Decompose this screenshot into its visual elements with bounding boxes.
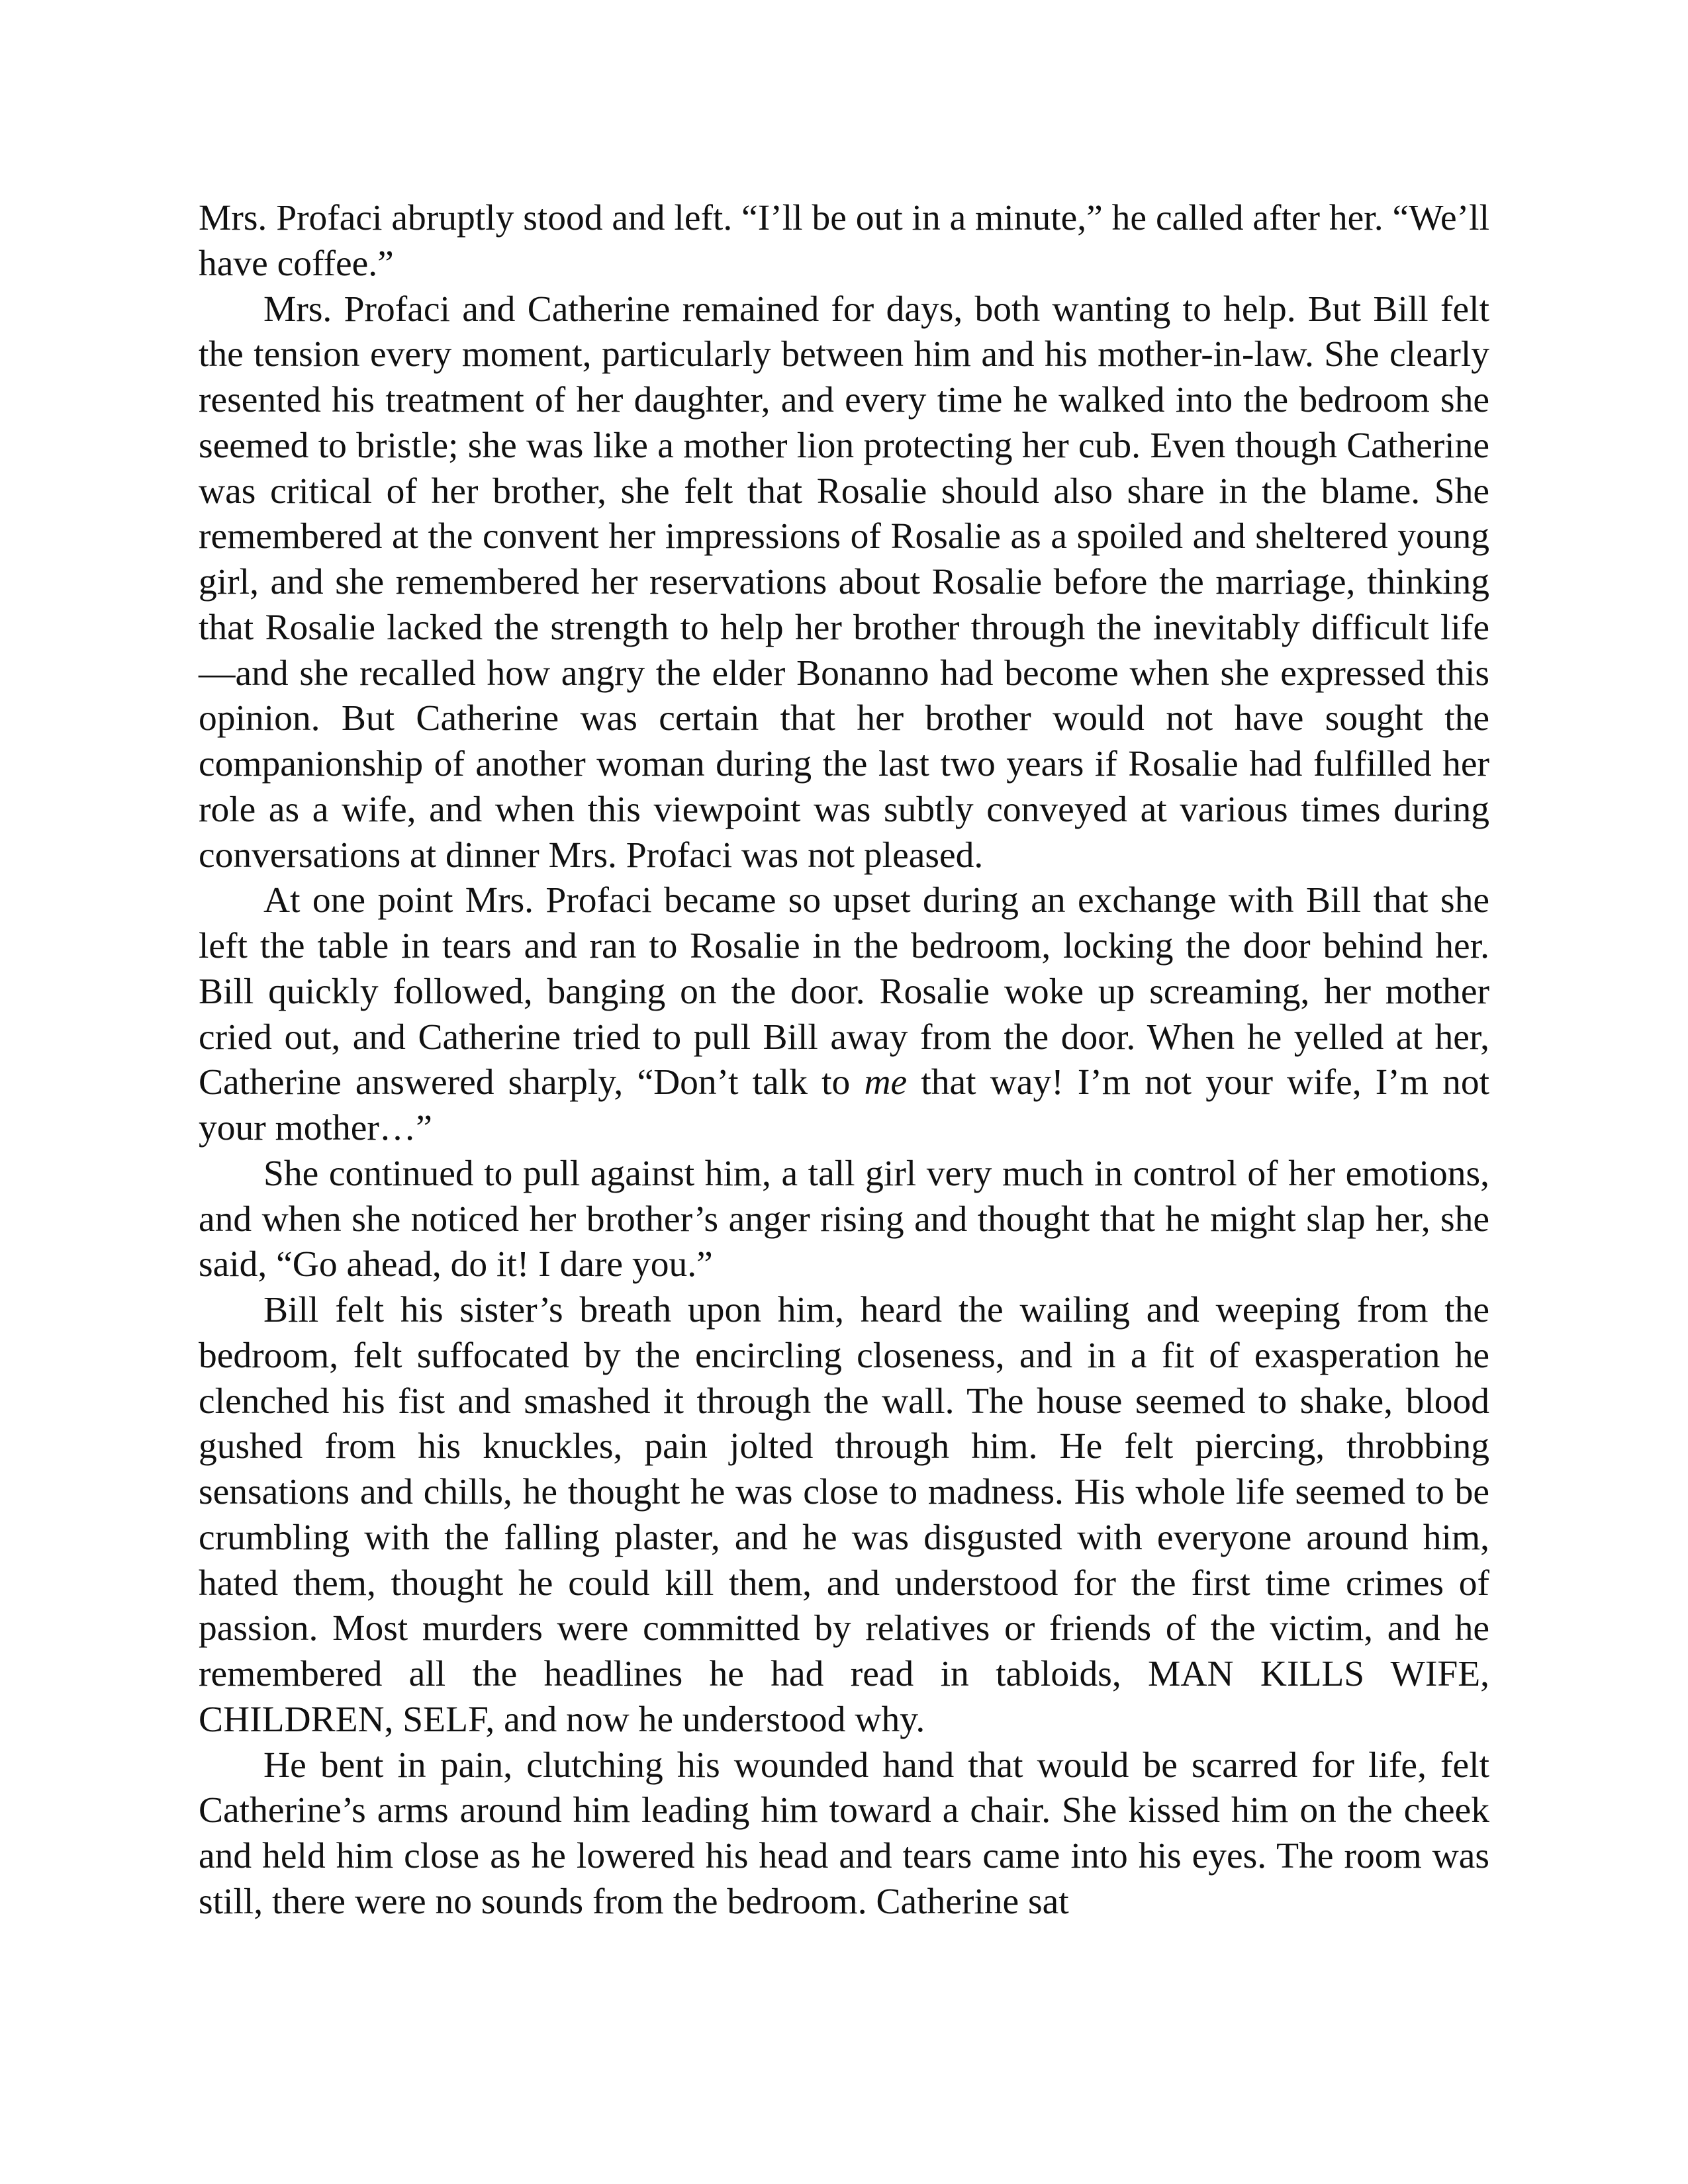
paragraph	[199, 1743, 1489, 1925]
emphasis-text: me	[864, 1062, 908, 1103]
text-run: that way! I’m not your wife, I’m not your mother…”	[199, 1062, 1489, 1148]
text-run: Mrs. Profaci abruptly stood and left. “I’ll be out in a minute,” he called after her. “We’ll have coffee.”	[199, 198, 1489, 284]
text-run: She continued to pull against him, a tall girl very much in control of her emotions, and when she noticed her brother’s anger rising and thought that he might slap her, she said, “Go ahead, do it! I dare you.”	[199, 1153, 1489, 1285]
paragraph	[199, 196, 1489, 287]
paragraph	[199, 878, 1489, 1152]
text-run: Mrs. Profaci and Catherine remained for days, both wanting to help. But Bill felt the tension every moment, particularly between him and his mother-in-law. She clearly resented his treatment of her daughter, and every time he walked into the bedroom she seemed to bristle; she was like a mother lion protecting her cub. Even though Catherine was critical of her brother, she felt that Rosalie should also share in the blame. She remembered at the convent her impressions of Rosalie as a spoiled and sheltered young girl, and she remembered her reservations about Rosalie before the marriage, thinking that Rosalie lacked the strength to help her brother through the inevitably difficult life—and she recalled how angry the elder Bonanno had become when she expressed this opinion. But Catherine was certain that her brother would not have sought the companionship of another woman during the last two years if Rosalie had fulfilled her role as a wife, and when this viewpoint was subtly conveyed at various times during conversations at dinner Mrs. Profaci was not pleased.	[199, 289, 1489, 876]
paragraph	[199, 1152, 1489, 1288]
text-run: Bill felt his sister’s breath upon him, heard the wailing and weeping from the bedroom, felt suffocated by the encircling closeness, and in a fit of exasperation he clenched his fist and smashed it through the wall. The house seemed to shake, blood gushed from his knuckles, pain jolted through him. He felt piercing, throbbing sensations and chills, he thought he was close to madness. His whole life seemed to be crumbling with the falling plaster, and he was disgusted with everyone around him, hated them, thought he could kill them, and understood for the first time crimes of passion. Most murders were committed by relatives or friends of the victim, and he remembered all the headlines he had read in tabloids, MAN KILLS WIFE, CHILDREN, SELF, and now he understood why.	[199, 1290, 1489, 1740]
text-run: At one point Mrs. Profaci became so upset during an exchange with Bill that she left the table in tears and ran to Rosalie in the bedroom, locking the door behind her. Bill quickly followed, banging on the door. Rosalie woke up screaming, her mother cried out, and Catherine tried to pull Bill away from the door. When he yelled at her, Catherine answered sharply, “Don’t talk to	[199, 880, 1489, 1103]
body-text	[199, 196, 1489, 1925]
paragraph	[199, 287, 1489, 879]
text-run: He bent in pain, clutching his wounded hand that would be scarred for life, felt Catherine’s arms around him leading him toward a chair. She kissed him on the cheek and held him close as he lowered his head and tears came into his eyes. The room was still, there were no sounds from the bedroom. Catherine sat	[199, 1745, 1489, 1922]
paragraph	[199, 1288, 1489, 1743]
